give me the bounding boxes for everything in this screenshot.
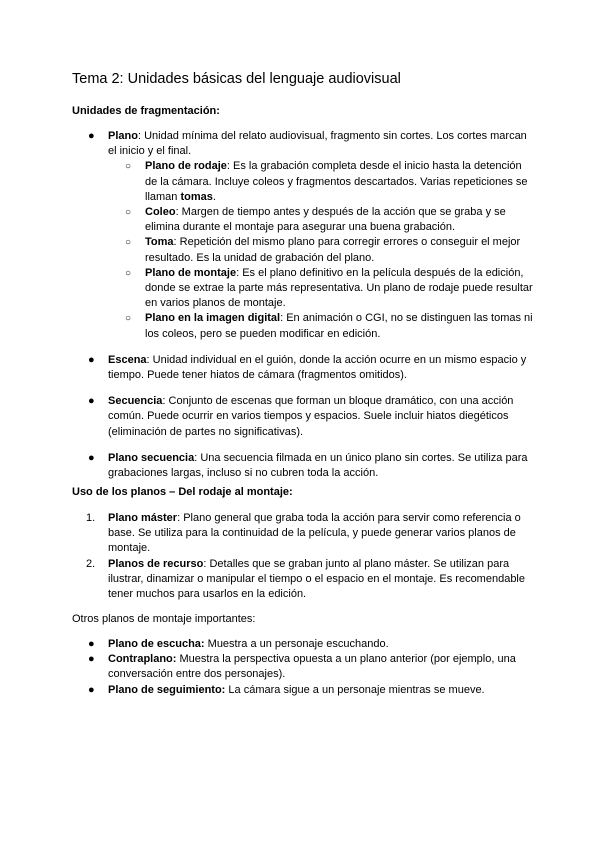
section-heading-usage: Uso de los planos – Del rodaje al montaje: xyxy=(72,486,293,498)
term: Coleo xyxy=(145,206,176,219)
definition: : Conjunto de escenas que forman un bloque dramático, con una acción común. Puede ocurrir en varios tiempos y espacios. Suele incluir hiatos diegéticos (eliminación de partes no significativas). xyxy=(108,395,514,438)
list-item xyxy=(88,394,533,440)
bullet-dot-icon: ● xyxy=(88,395,95,408)
page-title: Tema 2: Unidades básicas del lenguaje audiovisual xyxy=(72,71,401,87)
bullet-dot-icon: ● xyxy=(88,638,95,650)
definition: Muestra a un personaje escuchando. xyxy=(204,638,389,650)
definition: : Repetición del mismo plano para corregir errores o conseguir el mejor resultado. Es la unidad de grabación del plano. xyxy=(145,236,521,264)
definition: : Plano general que graba toda la acción para servir como referencia o base. Se utiliza para la continuidad de la película, y puede generar varios planos de montaje. xyxy=(108,512,521,555)
list-item xyxy=(125,205,533,235)
other-planes-list xyxy=(88,637,533,698)
definition: . xyxy=(212,190,216,203)
term: Plano de escucha: xyxy=(108,638,205,650)
term: Secuencia xyxy=(108,395,163,408)
term: Plano xyxy=(108,130,138,142)
section-heading-fragmentation: Unidades de fragmentación: xyxy=(72,105,220,117)
term: tomas xyxy=(180,190,213,203)
list-item xyxy=(88,652,533,682)
list-item xyxy=(88,353,533,383)
definition: : Margen de tiempo antes y después de la acción que se graba y se elimina durante el montaje para asegurar una buena grabación. xyxy=(145,206,506,234)
bullet-dot-icon: ● xyxy=(88,353,95,366)
bullet-dot-icon: ● xyxy=(88,451,95,464)
definition: La cámara sigue a un personaje mientras se mueve. xyxy=(225,683,485,696)
list-number: 2. xyxy=(86,557,96,570)
list-number: 1. xyxy=(86,512,96,524)
list-item xyxy=(88,637,533,652)
term: Planos de recurso xyxy=(108,557,204,570)
definition: : Unidad individual en el guión, donde la acción ocurre en un mismo espacio y tiempo. Puede tener hiatos de cámara (fragmentos omitidos). xyxy=(108,353,527,382)
list-item xyxy=(88,683,533,698)
spacer xyxy=(108,440,533,451)
list-item xyxy=(88,451,533,481)
definition: : Unidad mínima del relato audiovisual, fragmento sin cortes. Los cortes marcan el inicio y el final. xyxy=(108,130,527,158)
bullet-circle-icon: ○ xyxy=(125,207,132,219)
list-item xyxy=(86,511,533,557)
definition: : Es el plano definitivo en la película después de la edición, donde se extrae la parte más representativa. Un plano de rodaje puede resultar en varios planos de montaje. xyxy=(145,266,533,310)
bullet-circle-icon: ○ xyxy=(125,237,132,249)
term: Toma xyxy=(145,236,174,249)
list-item xyxy=(125,235,533,265)
term: Contraplano: xyxy=(108,653,177,666)
term: Plano máster xyxy=(108,512,178,524)
bullet-circle-icon: ○ xyxy=(125,313,132,325)
fragmentation-list xyxy=(88,129,533,481)
bullet-dot-icon: ● xyxy=(88,683,95,696)
term: Plano de rodaje xyxy=(145,160,227,173)
definition: : Una secuencia filmada en un único plano sin cortes. Se utiliza para grabaciones largas, incluso si no cubren toda la acción. xyxy=(108,451,528,480)
term: Plano de seguimiento: xyxy=(108,683,226,696)
usage-list xyxy=(86,511,533,602)
definition: : Es la grabación completa desde el inicio hasta la detención de la cámara. Incluye coleos y fragmentos descartados. Varias repeticiones se llaman xyxy=(145,160,528,203)
term: Plano en la imagen digital xyxy=(145,312,281,325)
list-item xyxy=(86,557,533,603)
term: Plano secuencia xyxy=(108,451,195,464)
spacer xyxy=(108,383,533,394)
definition: Muestra la perspectiva opuesta a un plano anterior (por ejemplo, una conversación entre dos personajes). xyxy=(108,653,516,681)
term: Plano de montaje xyxy=(145,266,237,279)
term: Escena xyxy=(108,353,147,366)
list-item xyxy=(125,311,533,341)
definition: : En animación o CGI, no se distinguen las tomas ni los coleos, pero se pueden modificar en edición. xyxy=(145,312,533,340)
bullet-circle-icon: ○ xyxy=(125,267,132,279)
definition: : Detalles que se graban junto al plano máster. Se utilizan para ilustrar, dinamizar o manipular el tiempo o el espacio en el montaje. Es recomendable tener muchos para usarlos en la edición. xyxy=(108,557,525,601)
bullet-circle-icon: ○ xyxy=(125,161,132,173)
list-item xyxy=(125,266,533,312)
bullet-dot-icon: ● xyxy=(88,653,95,666)
list-item xyxy=(88,129,533,342)
plano-sublist xyxy=(125,159,533,341)
list-item xyxy=(125,159,533,205)
section-heading-other: Otros planos de montaje importantes: xyxy=(72,613,256,625)
spacer xyxy=(108,342,533,353)
bullet-dot-icon: ● xyxy=(88,130,95,142)
